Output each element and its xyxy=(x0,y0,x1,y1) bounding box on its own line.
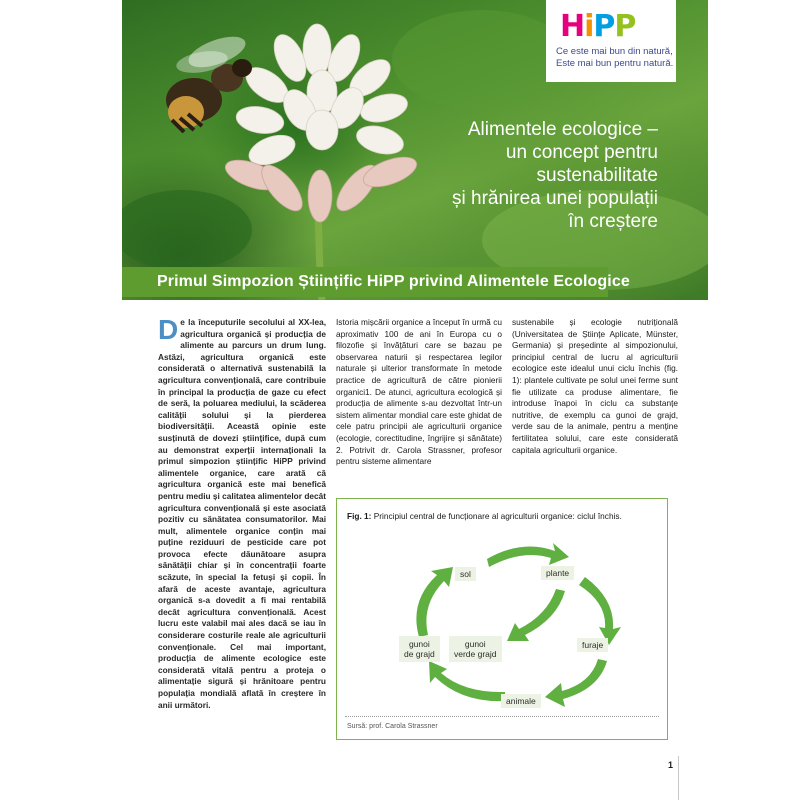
cycle-diagram xyxy=(337,529,667,714)
node-gunoi-verde-line-1: gunoi xyxy=(464,639,486,649)
arrow-sol-to-plante xyxy=(487,543,569,567)
hipp-logo xyxy=(560,10,635,44)
banner-title: Primul Simpozion Științific HiPP privind Alimentele Ecologice xyxy=(157,273,630,290)
column-1-text: e la începuturile secolului al XX-lea, agricultura organică și producția de alimente au parcurs un drum lung. Astăzi, agricultura organică este considerată o alternativă sustenabilă la agricultura convențională, care contribuie în principal la producția de gaze cu efect de seră, la poluarea mediului, la scăderea calității solului și la pierderea biodiversității. Această opinie este susținută de dovezi științifice, după cum au demonstrat experții internaționali la primul simpozion științific HiPP privind alimentele organice, care arată că agricultura organică este mai benefică pentru mediu și calitatea alimentelor decât agricultura convențională și este asociată pozitiv cu sănătatea consumatorilor. Mai mult, alimentele organice conțin mai puține reziduuri de pesticide care pot provoca efecte dăunătoare asupra sănătății chiar și în concentrații foarte scăzute, în special la fetuși și copii. În afară de aceste avantaje, agricultura organică s-a dovedit a fi mai rentabilă decât agricultura convențională. Acest lucru este valabil mai ales dacă se iau în considerare costurile reale ale agriculturii convenționale. Cel mai important, producția de alimente ecologice este considerată vitală pentru a proteja o alimentație sigură și hrănitoare pentru populația mondială aflată în creștere în anii următori. xyxy=(158,317,326,710)
node-gunoi-de-grajd-line-2: de grajd xyxy=(404,649,435,659)
document-page xyxy=(122,0,708,800)
drop-cap: D xyxy=(158,314,179,345)
logo-letter-h: H xyxy=(560,9,585,44)
node-gunoi-de-grajd xyxy=(399,636,440,662)
figure-caption xyxy=(347,511,622,521)
node-gunoi-verde-line-2: verde grajd xyxy=(454,649,497,659)
figure-label: Fig. 1: xyxy=(347,511,372,521)
page-number: 1 xyxy=(668,760,674,770)
figure-source: Sursă: prof. Carola Strassner xyxy=(347,723,438,730)
arrow-animale-to-gunoi xyxy=(429,661,505,701)
article-column-2: Istoria mișcării organice a început în urmă cu aproximativ 100 de ani în Europa cu o filozofie și învățături care se bazau pe observarea naturii și respectarea legilor naturale și ulterior transformate în metode practice de agricultură de către pionierii organici1. De atunci, agricultura ecologică și producția de alimente s-au dezvoltat într-un sistem alimentar mondial care este ghidat de cele patru principii ale agriculturii organice (ecologie, corectitudine, îngrijire și sănătate) 2. Potrivit dr. Carola Strassner, profesor pentru sisteme alimentare xyxy=(336,317,502,467)
tagline-line-1: Ce este mai bun din natură, xyxy=(556,46,673,57)
hero-title-line-1: Alimentele ecologice – xyxy=(467,119,658,140)
node-gunoi-de-grajd-line-1: gunoi xyxy=(408,639,430,649)
article-column-3: sustenabile și ecologie nutrițională (Universitatea de Științe Aplicate, Münster, Germania) și președinte al simpozionului, principiul central de lucru al agriculturii ecologice este idealul unui ciclu închis (fig. 1): plantele cultivate pe solul unei ferme sunt fie utilizate ca produse alimentare, fie introduse înapoi în ciclu ca substanțe nutritive, de exemplu ca gunoi de grajd, verde sau de la animale, pentru a menține fertilitatea solului, care este considerată capitala agriculturii organice. xyxy=(512,317,678,455)
logo-letter-p2: P xyxy=(614,9,636,44)
tagline-line-2: Este mai bun pentru natură. xyxy=(556,58,674,69)
hero-title-line-2: un concept pentru xyxy=(505,142,658,163)
node-animale: animale xyxy=(501,694,541,708)
section-banner xyxy=(122,267,630,297)
figure-caption-text: Principiul central de funcționare al agriculturii organice: ciclul închis. xyxy=(373,511,622,521)
figure-closed-cycle xyxy=(336,498,668,740)
figure-divider xyxy=(345,716,659,717)
arrow-furaje-to-animale xyxy=(545,659,607,707)
node-plante: plante xyxy=(541,566,574,580)
hero-title-line-3: sustenabilitate xyxy=(536,165,658,186)
arrow-gunoi-to-sol xyxy=(416,567,453,637)
node-gunoi-verde xyxy=(449,636,502,662)
arrow-plante-to-furaje xyxy=(579,577,621,645)
margin-rule xyxy=(678,756,679,800)
node-sol: sol xyxy=(455,567,476,581)
hero-image xyxy=(122,0,708,300)
logo-letter-p1: P xyxy=(593,9,615,44)
arrow-plante-to-gunoi-verde xyxy=(507,589,565,641)
hero-title xyxy=(408,118,658,233)
node-furaje: furaje xyxy=(577,638,608,652)
hero-title-line-5: în creștere xyxy=(568,211,658,232)
hipp-logo-box xyxy=(546,0,676,82)
article-column-1 xyxy=(158,314,326,711)
logo-letter-i: i xyxy=(584,9,594,44)
hero-title-line-4: și hrănirea unei populații xyxy=(452,188,658,209)
brand-tagline xyxy=(556,46,673,70)
